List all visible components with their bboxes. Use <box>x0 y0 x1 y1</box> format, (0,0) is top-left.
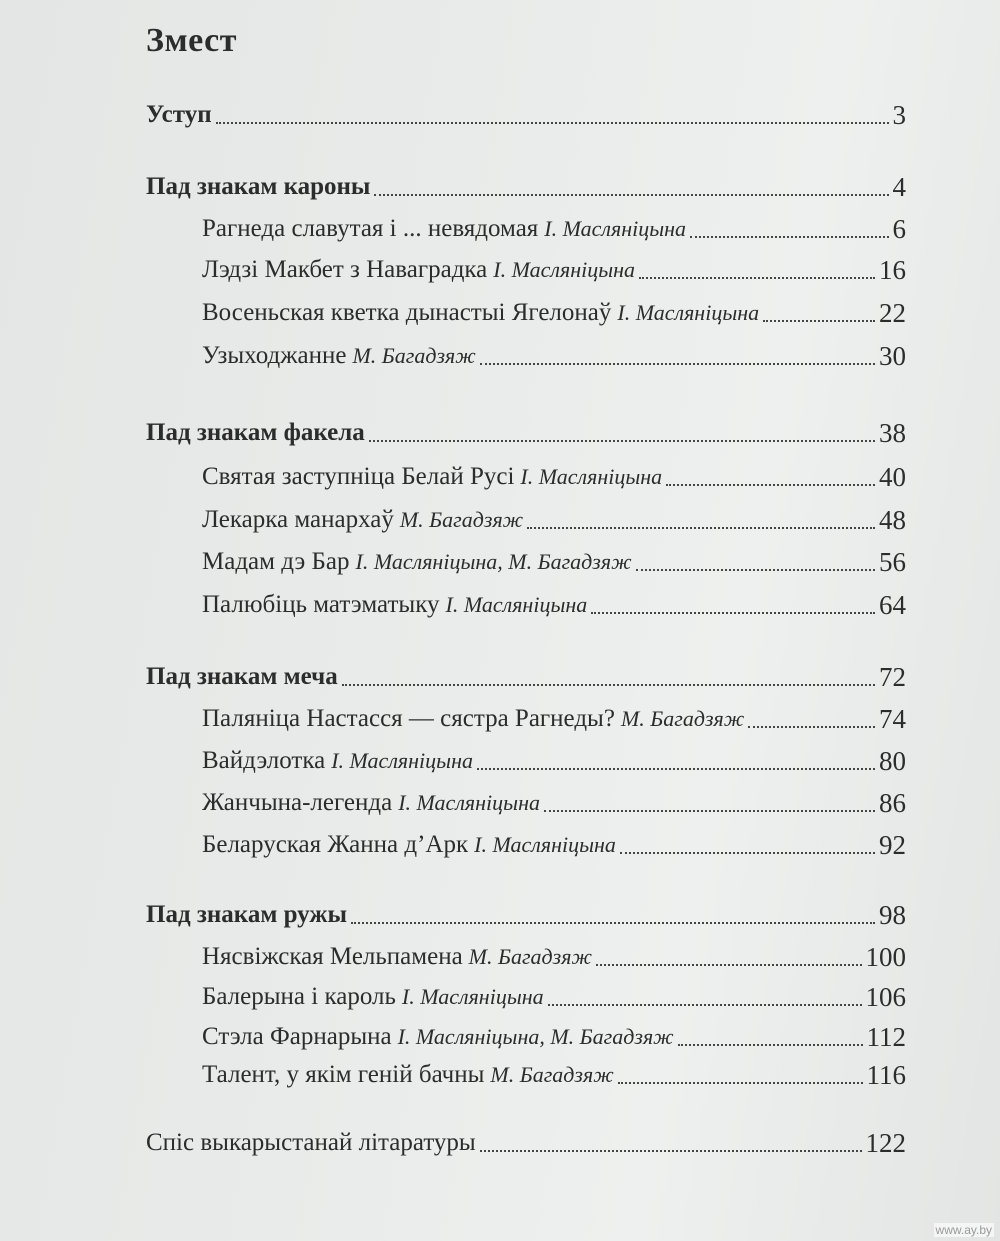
toc-author: М. Багадзяж <box>490 1062 614 1087</box>
toc-entry <box>202 782 906 818</box>
dot-leader <box>548 1004 862 1006</box>
dot-leader <box>690 236 888 238</box>
dot-leader <box>763 320 875 322</box>
toc-label: Лекарка манархаў <box>202 506 394 533</box>
toc-page-number: 72 <box>879 662 906 692</box>
toc-label: Пад знакам кароны <box>146 173 371 200</box>
toc-section <box>146 166 906 202</box>
toc-label: Вайдэлотка <box>202 747 326 774</box>
toc-page-number: 92 <box>879 830 906 860</box>
dot-leader <box>369 440 875 442</box>
toc-section <box>146 656 906 692</box>
toc-label: Восеньская кветка дынастыі Ягелонаў <box>202 299 612 326</box>
dot-leader <box>591 612 875 614</box>
toc-label: Святая заступніца Белай Русі <box>202 463 515 490</box>
toc-bibliography <box>146 1122 906 1158</box>
toc-author: І. Масляніцына, М. Багадзяж <box>355 549 632 574</box>
toc-page-number: 16 <box>879 255 906 285</box>
toc-author: І. Масляніцына <box>401 984 544 1009</box>
dot-leader <box>374 194 888 196</box>
toc-entry <box>202 976 906 1012</box>
toc-page-number: 100 <box>865 942 906 972</box>
toc-section <box>146 412 906 448</box>
toc-label: Палюбіць матэматыку <box>202 591 440 618</box>
dot-leader <box>620 852 875 854</box>
toc-entry <box>202 249 906 285</box>
toc-page-number: 6 <box>892 214 906 244</box>
toc-label: Беларуская Жанна д’Арк <box>202 831 469 858</box>
toc-label: Пад знакам факела <box>146 419 365 446</box>
toc-entry <box>202 824 906 860</box>
toc-label: Пад знакам меча <box>146 663 338 690</box>
toc-author: М. Багадзяж <box>620 706 745 731</box>
dot-leader <box>596 964 862 966</box>
toc-page-number: 86 <box>879 788 906 818</box>
dot-leader <box>618 1082 863 1084</box>
toc-page-number: 98 <box>879 900 906 930</box>
toc-entry <box>202 698 906 734</box>
toc-author: М. Багадзяж <box>399 507 524 532</box>
toc-page-number: 80 <box>879 746 906 776</box>
toc-entry <box>202 1054 906 1090</box>
toc-entry <box>202 1016 906 1052</box>
toc-page-number: 106 <box>865 982 906 1012</box>
toc-entry <box>202 456 906 492</box>
toc-label: Стэла Фарнарына <box>202 1023 392 1050</box>
dot-leader <box>678 1044 863 1046</box>
dot-leader <box>351 922 875 924</box>
dot-leader <box>636 569 875 571</box>
toc-label: Спіс выкарыстанай літаратуры <box>146 1129 476 1156</box>
dot-leader <box>666 484 875 486</box>
toc-author: І. Масляніцына <box>331 748 473 773</box>
dot-leader <box>527 527 875 529</box>
toc-label: Жанчына-легенда <box>202 789 393 816</box>
toc-author: І. Масляніцына <box>474 832 616 857</box>
dot-leader <box>748 726 875 728</box>
toc-author: І. Масляніцына <box>617 300 760 325</box>
toc-entry <box>202 541 906 577</box>
toc-entry <box>202 335 906 371</box>
toc-page-number: 40 <box>879 462 906 492</box>
toc-author: М. Багадзяж <box>352 343 476 368</box>
toc-label: Нясвіжская Мельпамена <box>202 943 463 970</box>
toc-entry <box>202 740 906 776</box>
toc-label: Узыходжанне <box>202 342 347 369</box>
toc-page-number: 122 <box>865 1128 906 1158</box>
toc-page-number: 48 <box>879 505 906 535</box>
toc-label: Уступ <box>146 101 212 128</box>
toc-label: Лэдзі Макбет з Наваградка <box>202 256 488 283</box>
toc-author: І. Масляніцына <box>544 216 687 241</box>
toc-page-number: 74 <box>879 704 906 734</box>
toc-entry <box>202 936 906 972</box>
toc-label: Балерына і кароль <box>202 983 396 1010</box>
toc-page-number: 56 <box>879 547 906 577</box>
toc-page-number: 38 <box>879 418 906 448</box>
toc-page-number: 30 <box>879 341 906 371</box>
toc-label: Талент, у якім геній бачны <box>202 1061 485 1088</box>
toc-entry <box>202 499 906 535</box>
toc-author: І. Масляніцына <box>520 464 663 489</box>
toc-entry <box>202 584 906 620</box>
toc-author: І. Масляніцына, М. Багадзяж <box>397 1024 674 1049</box>
dot-leader <box>477 768 875 770</box>
toc-entry <box>202 292 906 328</box>
toc-label: Паляніца Настасся — сястра Рагнеды? <box>202 705 615 732</box>
toc-author: І. Масляніцына <box>398 790 540 815</box>
dot-leader <box>639 277 875 279</box>
toc-label: Рагнеда славутая і ... невядомая <box>202 215 539 242</box>
toc-author: М. Багадзяж <box>468 944 592 969</box>
toc-entry <box>202 208 906 244</box>
toc-page-number: 112 <box>866 1022 906 1052</box>
dot-leader <box>480 363 875 365</box>
dot-leader <box>544 810 875 812</box>
dot-leader <box>216 122 889 124</box>
toc-label: Мадам дэ Бар <box>202 548 350 575</box>
dot-leader <box>342 684 875 686</box>
toc-label: Пад знакам ружы <box>146 901 347 928</box>
page-title: Змест <box>146 22 237 59</box>
toc-page-number: 3 <box>892 100 906 130</box>
toc-page-number: 116 <box>866 1060 906 1090</box>
toc-section <box>146 94 906 130</box>
toc-section <box>146 894 906 930</box>
dot-leader <box>480 1150 862 1152</box>
watermark: www.ay.by <box>935 1223 992 1237</box>
toc-author: І. Масляніцына <box>493 257 636 282</box>
toc-page-number: 4 <box>892 172 906 202</box>
toc-author: І. Масляніцына <box>445 592 588 617</box>
toc-page-number: 22 <box>879 298 906 328</box>
toc-page-number: 64 <box>879 590 906 620</box>
